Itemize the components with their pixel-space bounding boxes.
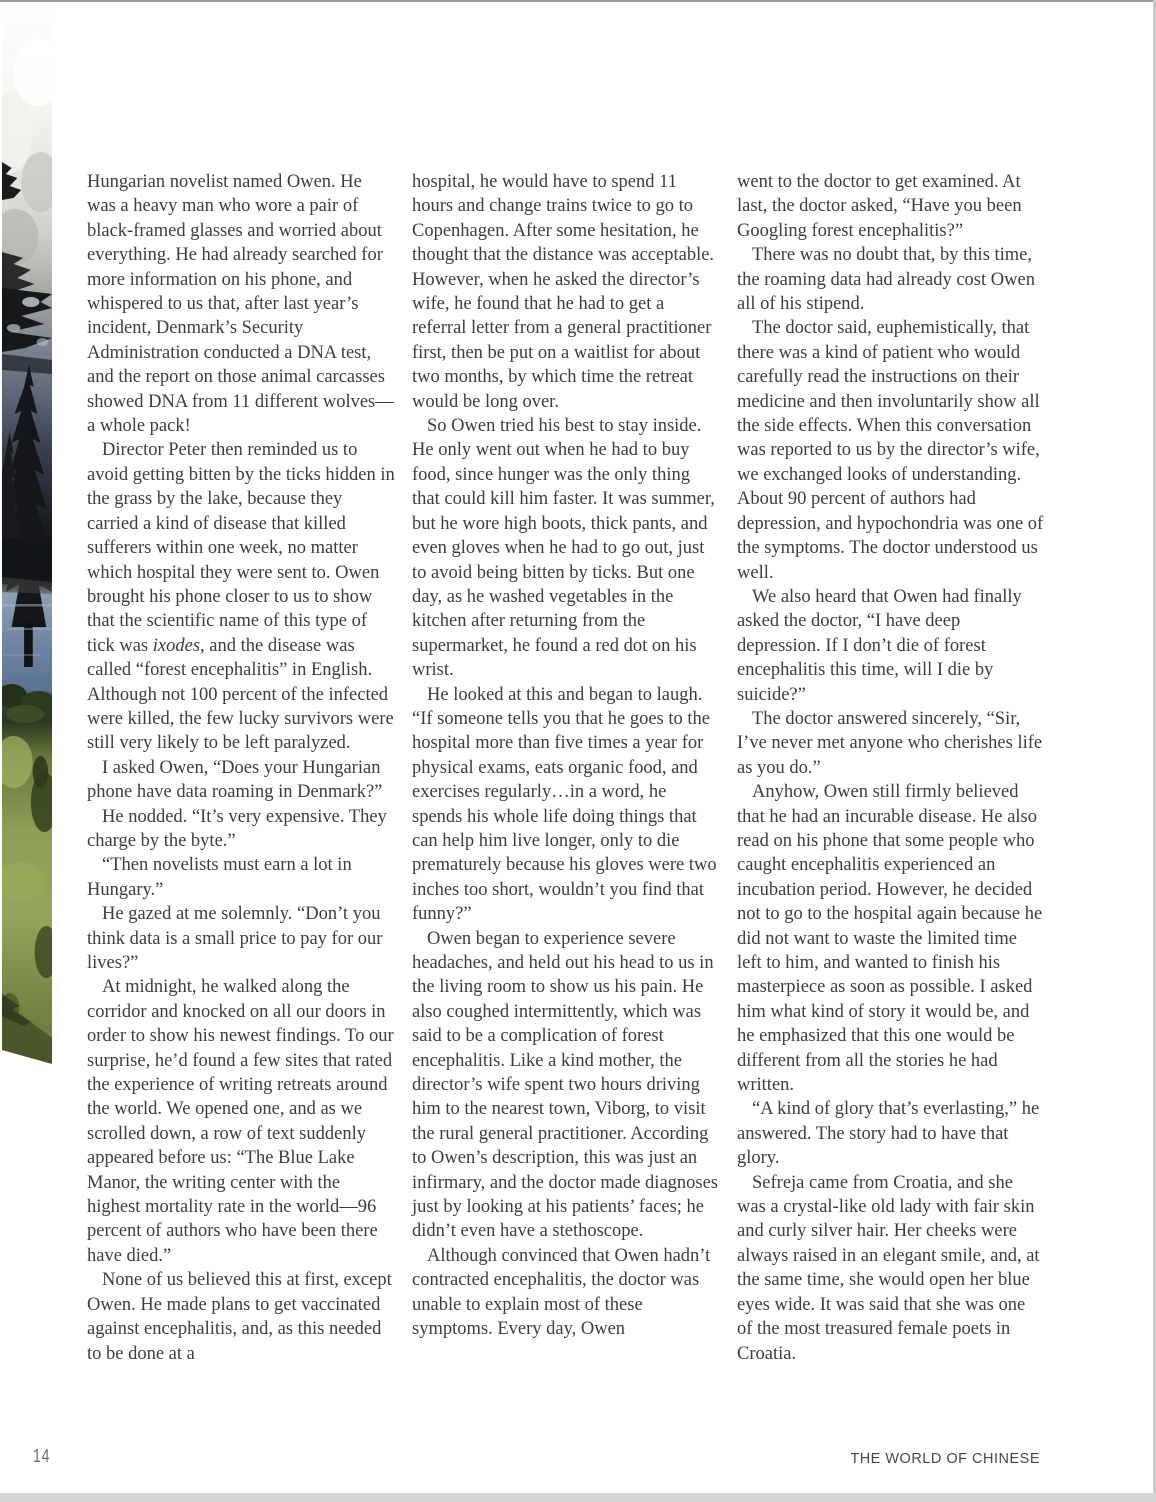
paragraph: The doctor answered sincerely, “Sir, I’ve never met anyone who cherishes life as you do.” <box>737 708 1043 778</box>
page-top-rule <box>0 0 1156 2</box>
paragraph: Anyhow, Owen still firmly believed that he had an incurable disease. He also read on his phone that some people who caught encephalitis experienced an incubation period. However, he decided not to go to the hospital again because he did not want to waste the limited time left to him, and wanted to finish his masterpiece as soon as possible. I asked him what kind of story it would be, and he emphasized that this one would be different from all the stories he had written. <box>737 782 1043 1096</box>
paragraph: He looked at this and began to laugh. “If someone tells you that he goes to the hospital more than five times a year for physical exams, eats organic food, and exercises regularly…in a word, he spends his whole life doing things that can help him live longer, only to die prematurely because his gloves were two inches too short, wouldn’t you find that funny?” <box>412 684 717 925</box>
paragraph: Director Peter then reminded us to avoid getting bitten by the ticks hidden in the grass by the lake, because they carried a kind of disease that killed sufferers within one week, no matter which hospital they were sent to. Owen brought his phone closer to us to show that the scientific name of this type of tick was ixodes, and the disease was called “forest encephalitis” in English. Although not 100 percent of the infected were killed, the few lucky survivors were still very likely to be left paralyzed. <box>87 440 395 754</box>
paragraph: “A kind of glory that’s everlasting,” he answered. The story had to have that glory. <box>737 1099 1040 1169</box>
forest-illustration-art <box>2 2 52 1064</box>
text-column-1 <box>87 170 395 1366</box>
paragraph: I asked Owen, “Does your Hungarian phone have data roaming in Denmark?” <box>87 757 383 803</box>
paragraph: Although convinced that Owen hadn’t contracted encephalitis, the doctor was unable to explain most of these symptoms. Every day, Owen <box>412 1245 711 1340</box>
paragraph: hospital, he would have to spend 11 hours and change trains twice to go to Copenhagen. After some hesitation, he thought that the distance was acceptable. However, when he asked the director’s wife, he found that he had to get a referral letter from a general practitioner first, then be put on a waitlist for about two months, by which time the retreat would be long over. <box>412 172 715 412</box>
text-column-2 <box>412 170 720 1366</box>
paragraph: Hungarian novelist named Owen. He was a heavy man who wore a pair of black-framed glasses and worried about everything. He had already searched for more information on his phone, and whispered to us that, after last year’s incident, Denmark’s Security Administration conducted a DNA test, and the report on those animal carcasses showed DNA from 11 different wolves—a whole pack! <box>87 172 394 437</box>
text-column-3 <box>737 170 1045 1366</box>
paragraph: Sefreja came from Croatia, and she was a crystal-like old lady with fair skin and curly silver hair. Her cheeks were always raised in an elegant smile, and, at the same time, she would open her blue eyes wide. It was said that she was one of the most treasured female poets in Croatia. <box>737 1172 1040 1364</box>
paragraph: He nodded. “It’s very expensive. They charge by the byte.” <box>87 806 387 851</box>
paragraph: “Then novelists must earn a lot in Hungary.” <box>87 855 352 900</box>
paragraph: Owen began to experience severe headaches, and held out his head to us in the living room to show us his pain. He also coughed intermittently, which was said to be a complication of forest encephalitis. Like a kind mother, the director’s wife spent two hours driving him to the nearest town, Viborg, to visit the rural general practitioner. According to Owen’s description, this was just an infirmary, and the doctor made diagnoses just by looking at his patients’ faces; he didn’t even have a stethoscope. <box>412 928 719 1242</box>
paragraph: At midnight, he walked along the corridor and knocked on all our doors in order to show his newest findings. To our surprise, he’d found a few sites that rated the experience of writing retreats around the world. We opened one, and as we scrolled down, a row of text suddenly appeared before us: “The Blue Lake Manor, the writing center with the highest mortality rate in the world—96 percent of authors who have been there have died.” <box>87 977 394 1266</box>
paragraph: There was no doubt that, by this time, the roaming data had already cost Owen all of his stipend. <box>737 245 1035 315</box>
magazine-footer-title: THE WORLD OF CHINESE <box>850 1451 1040 1467</box>
paragraph: So Owen tried his best to stay inside. He only went out when he had to buy food, since hunger was the only thing that could kill him faster. It was summer, but he wore high boots, thick pants, and even gloves when he had to go out, just to avoid being bitten by ticks. But one day, as he washed vegetables in the kitchen after returning from the supermarket, he found a red dot on his wrist. <box>412 416 715 681</box>
page-bottom-bar <box>0 1493 1156 1502</box>
paragraph: went to the doctor to get examined. At last, the doctor asked, “Have you been Googling forest encephalitis?” <box>737 172 1022 241</box>
article-body <box>87 170 1047 1366</box>
paragraph: We also heard that Owen had finally asked the doctor, “I have deep depression. If I don’t die of forest encephalitis this time, will I die by suicide?” <box>737 586 1022 705</box>
forest-lake-meadow-painting <box>2 2 52 1064</box>
paragraph: He gazed at me solemnly. “Don’t you think data is a small price to pay for our lives?” <box>87 904 383 973</box>
paragraph: None of us believed this at first, except Owen. He made plans to get vaccinated against encephalitis, and, as this needed to be done at a <box>87 1270 392 1364</box>
paragraph: The doctor said, euphemistically, that there was a kind of patient who would carefully read the instructions on their medicine and then involuntarily show all the side effects. When this conversation was reported to us by the director’s wife, we exchanged looks of understanding. About 90 percent of authors had depression, and hypochondria was one of the symptoms. The doctor understood us well. <box>737 318 1044 583</box>
page-number: 14 <box>33 1446 51 1466</box>
